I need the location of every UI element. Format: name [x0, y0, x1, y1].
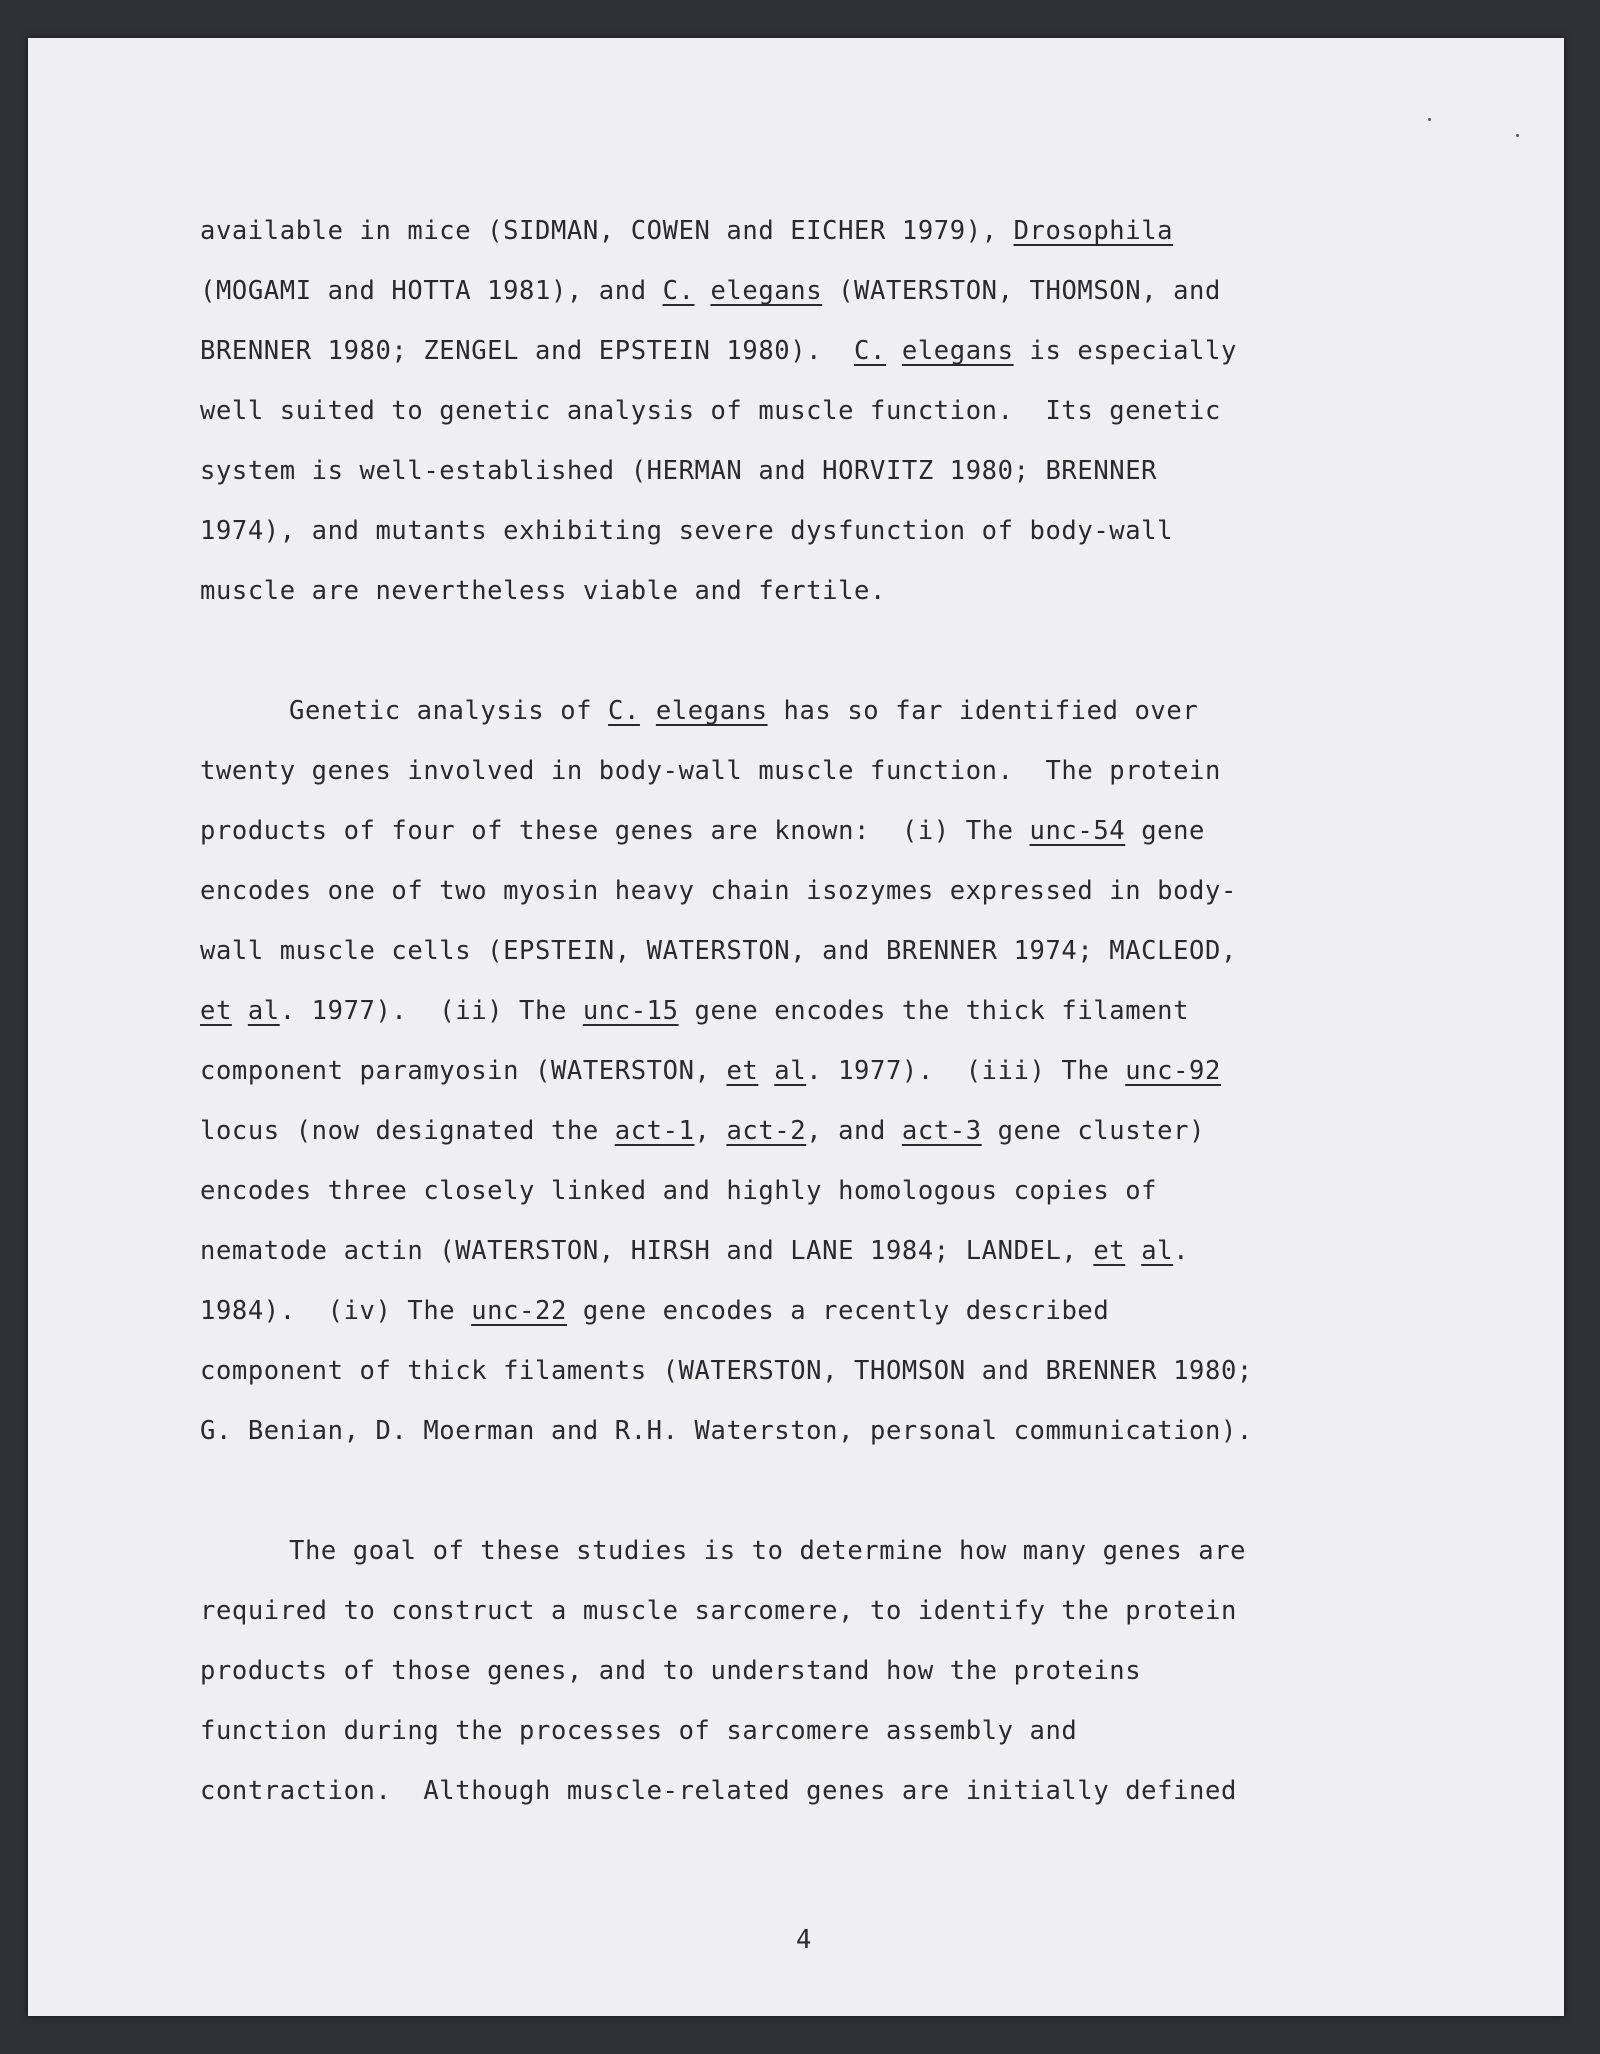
text-run: BRENNER 1980; ZENGEL and EPSTEIN 1980). [200, 336, 855, 366]
text-line: system is well-established (HERMAN and HORVITZ 1980; BRENNER [200, 456, 1158, 486]
text-line [289, 696, 1198, 726]
text-line [200, 276, 1221, 306]
text-line: contraction. Although muscle-related genes are initially defined [200, 1776, 1237, 1806]
text-run: gene [1125, 816, 1206, 846]
italic-term: al [1141, 1236, 1174, 1266]
text-run [695, 276, 711, 306]
text-line: 1974), and mutants exhibiting severe dysfunction of body-wall [200, 516, 1174, 546]
gene-name: unc-22 [471, 1296, 567, 1326]
text-line: twenty genes involved in body-wall muscle function. The protein [200, 756, 1221, 786]
italic-term: et [1093, 1236, 1126, 1266]
gene-name: act-3 [901, 1116, 982, 1146]
gene-name: unc-54 [1029, 816, 1126, 846]
text-line: products of those genes, and to understand how the proteins [200, 1656, 1142, 1686]
text-line [200, 1236, 1189, 1266]
italic-term: et [726, 1056, 759, 1086]
text-line: well suited to genetic analysis of muscle function. Its genetic [200, 396, 1221, 426]
text-line: component of thick filaments (WATERSTON, THOMSON and BRENNER 1980; [200, 1356, 1253, 1386]
text-run: (WATERSTON, THOMSON, and [822, 276, 1221, 306]
text-run: products of four of these genes are known: (i) The [200, 816, 1030, 846]
text-line [200, 1296, 1109, 1326]
text-run: Genetic analysis of [289, 696, 609, 726]
text-line: G. Benian, D. Moerman and R.H. Waterston, personal communication). [200, 1416, 1253, 1446]
text-run: 1984). (iv) The [200, 1296, 472, 1326]
text-run: (MOGAMI and HOTTA 1981), and [200, 276, 663, 306]
italic-term: elegans [901, 336, 1014, 366]
text-run: has so far identified over [767, 696, 1199, 726]
text-line [200, 336, 1237, 366]
text-run: is especially [1013, 336, 1237, 366]
text-line [200, 996, 1189, 1026]
text-run: . 1977). (iii) The [806, 1056, 1126, 1086]
text-line: encodes one of two myosin heavy chain isozymes expressed in body- [200, 876, 1237, 906]
text-line: wall muscle cells (EPSTEIN, WATERSTON, and BRENNER 1974; MACLEOD, [200, 936, 1237, 966]
text-line [200, 1056, 1221, 1086]
text-line [200, 816, 1205, 846]
gene-name: act-1 [614, 1116, 695, 1146]
gene-name: unc-92 [1125, 1056, 1221, 1086]
italic-term: al [774, 1056, 807, 1086]
text-run: nematode actin (WATERSTON, HIRSH and LANE 1984; LANDEL, [200, 1236, 1094, 1266]
text-run: . 1977). (ii) The [279, 996, 583, 1026]
page-number: 4 [796, 1925, 812, 1955]
italic-term: al [247, 996, 280, 1026]
text-run: gene encodes the thick filament [678, 996, 1190, 1026]
text-line: The goal of these studies is to determine how many genes are [289, 1536, 1247, 1566]
italic-term: C. [608, 696, 640, 726]
text-run: gene cluster) [981, 1116, 1206, 1146]
paper-speck [1516, 134, 1519, 137]
paper-speck [1428, 118, 1431, 121]
text-run: , [694, 1116, 727, 1146]
text-line [200, 216, 1173, 246]
italic-term: elegans [710, 276, 823, 306]
italic-term: Drosophila [1013, 216, 1174, 246]
text-line: muscle are nevertheless viable and fertile. [200, 576, 886, 606]
text-run: component paramyosin (WATERSTON, [200, 1056, 727, 1086]
text-run: gene encodes a recently described [566, 1296, 1110, 1326]
text-run [758, 1056, 774, 1086]
text-run: . [1173, 1236, 1190, 1266]
text-line: required to construct a muscle sarcomere, to identify the protein [200, 1596, 1237, 1626]
gene-name: unc-15 [582, 996, 679, 1026]
text-line: encodes three closely linked and highly homologous copies of [200, 1176, 1158, 1206]
italic-term: et [200, 996, 232, 1026]
gene-name: act-2 [726, 1116, 807, 1146]
text-run [1125, 1236, 1141, 1266]
text-run: locus (now designated the [200, 1116, 615, 1146]
text-run [640, 696, 656, 726]
italic-term: elegans [655, 696, 768, 726]
text-line [200, 1116, 1205, 1146]
text-run [886, 336, 902, 366]
text-run: available in mice (SIDMAN, COWEN and EICHER 1979), [200, 216, 1014, 246]
italic-term: C. [854, 336, 886, 366]
text-run: , and [806, 1116, 902, 1146]
text-run [232, 996, 248, 1026]
text-line: function during the processes of sarcomere assembly and [200, 1716, 1078, 1746]
italic-term: C. [662, 276, 695, 306]
